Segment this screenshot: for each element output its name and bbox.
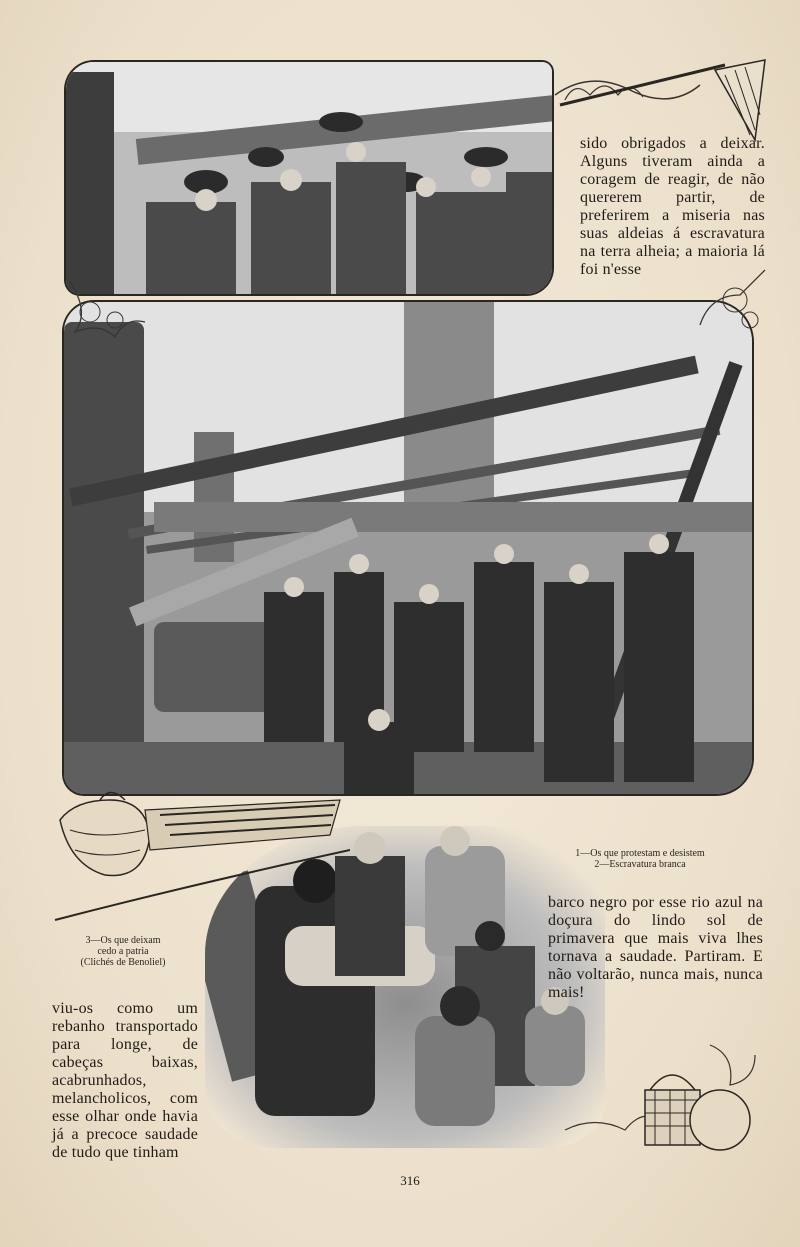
caption-line-2: 2—Escravatura branca (594, 859, 686, 870)
caption-line-3: 3—Os que deixam (85, 935, 161, 946)
caption-line-1: 1—Os que protestam e desistem (575, 848, 705, 859)
caption-credit: (Clichés de Benoliel) (80, 957, 166, 968)
swirl-ornament-left (60, 272, 150, 342)
caption-line-4: cedo a patria (97, 946, 149, 957)
page-number: 316 (400, 1173, 420, 1188)
bundle-and-cloth-ornament (50, 780, 350, 930)
photo-crowd-on-deck (66, 62, 552, 294)
caption-right (540, 848, 740, 870)
caption-left (58, 935, 188, 968)
photo-emigrants-deck (64, 302, 752, 794)
article-paragraph-middle: barco negro por esse rio azul na doçura do lindo sol de primavera que mais viva lhes tornava a saudade. Partiram. E não voltarão, nunca mais, nunca mais! (548, 894, 763, 1001)
article-paragraph-bottom: viu-os como um rebanho transportado para longe, de cabeças baixas, acabrunhados, melancholicos, com esse olhar onde havia já a precoce saudade de tudo que tinham (52, 1000, 198, 1161)
basket-ornament (560, 1035, 760, 1155)
article-paragraph-top: sido obrigados a deixar. Alguns tiveram ainda a coragem de reagir, de não quererem partir, de preferirem a miseria nas suas aldeias á escravatura na terra alheia; a maioria lá foi n'esse (580, 135, 765, 278)
